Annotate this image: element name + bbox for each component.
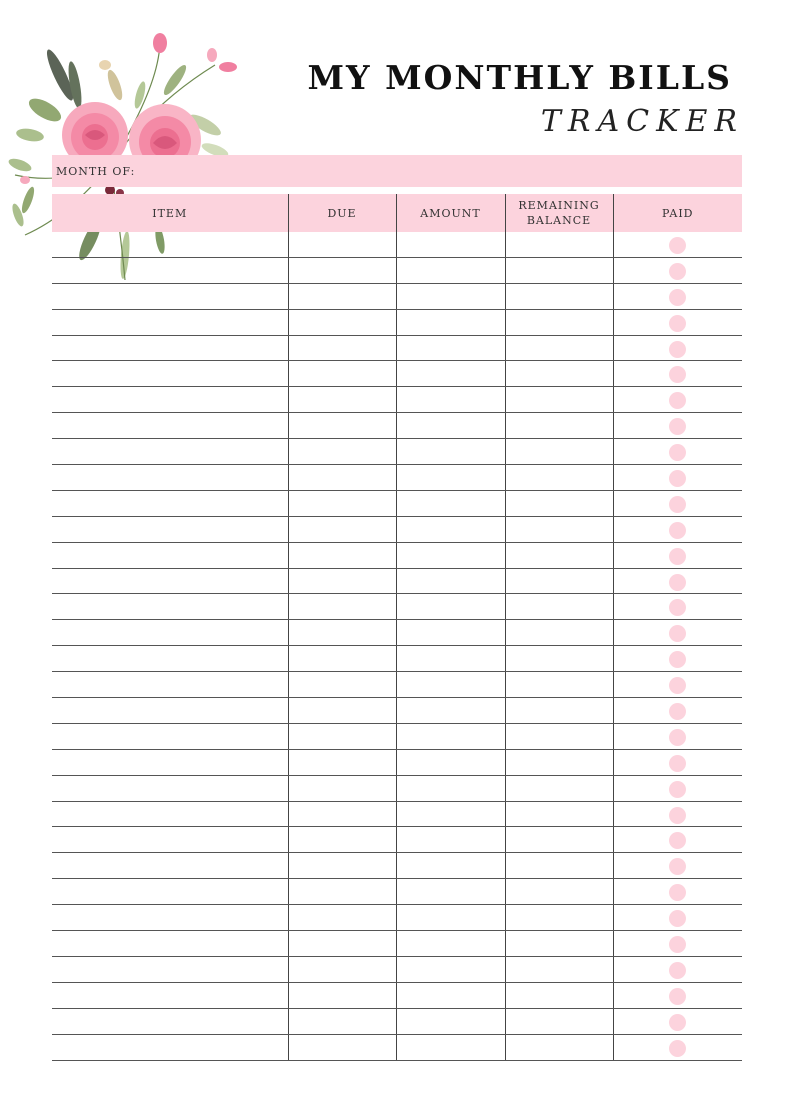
paid-checkbox[interactable] bbox=[669, 988, 686, 1005]
amount-cell[interactable] bbox=[396, 905, 505, 931]
item-cell[interactable] bbox=[52, 982, 288, 1008]
item-cell[interactable] bbox=[52, 749, 288, 775]
remaining-balance-cell[interactable] bbox=[505, 361, 613, 387]
due-cell[interactable] bbox=[288, 516, 396, 542]
item-cell[interactable] bbox=[52, 335, 288, 361]
table-row bbox=[52, 283, 742, 309]
paid-cell bbox=[613, 801, 742, 827]
remaining-balance-cell[interactable] bbox=[505, 439, 613, 465]
due-cell[interactable] bbox=[288, 931, 396, 957]
amount-cell[interactable] bbox=[396, 723, 505, 749]
table-row bbox=[52, 827, 742, 853]
table-row bbox=[52, 801, 742, 827]
item-cell[interactable] bbox=[52, 1008, 288, 1034]
table-row bbox=[52, 257, 742, 283]
paid-cell bbox=[613, 594, 742, 620]
column-header-amount: AMOUNT bbox=[396, 194, 505, 232]
item-cell[interactable] bbox=[52, 232, 288, 257]
amount-cell[interactable] bbox=[396, 490, 505, 516]
item-cell[interactable] bbox=[52, 646, 288, 672]
due-cell[interactable] bbox=[288, 698, 396, 724]
due-cell[interactable] bbox=[288, 672, 396, 698]
due-cell[interactable] bbox=[288, 749, 396, 775]
item-cell[interactable] bbox=[52, 594, 288, 620]
amount-cell[interactable] bbox=[396, 879, 505, 905]
due-cell[interactable] bbox=[288, 982, 396, 1008]
paid-checkbox[interactable] bbox=[669, 341, 686, 358]
paid-checkbox[interactable] bbox=[669, 496, 686, 513]
remaining-balance-cell[interactable] bbox=[505, 232, 613, 257]
due-cell[interactable] bbox=[288, 594, 396, 620]
table-row bbox=[52, 516, 742, 542]
item-cell[interactable] bbox=[52, 413, 288, 439]
month-of-label: MONTH OF: bbox=[56, 164, 136, 178]
due-cell[interactable] bbox=[288, 283, 396, 309]
item-cell[interactable] bbox=[52, 387, 288, 413]
remaining-balance-cell[interactable] bbox=[505, 646, 613, 672]
remaining-balance-cell[interactable] bbox=[505, 413, 613, 439]
item-cell[interactable] bbox=[52, 801, 288, 827]
item-cell[interactable] bbox=[52, 542, 288, 568]
column-header-due: DUE bbox=[288, 194, 396, 232]
amount-cell[interactable] bbox=[396, 749, 505, 775]
amount-cell[interactable] bbox=[396, 439, 505, 465]
amount-cell[interactable] bbox=[396, 646, 505, 672]
paid-cell bbox=[613, 1008, 742, 1034]
table-row bbox=[52, 905, 742, 931]
due-cell[interactable] bbox=[288, 879, 396, 905]
paid-checkbox[interactable] bbox=[669, 1014, 686, 1031]
due-cell[interactable] bbox=[288, 361, 396, 387]
due-cell[interactable] bbox=[288, 853, 396, 879]
page-subtitle: TRACKER bbox=[540, 104, 744, 139]
due-cell[interactable] bbox=[288, 257, 396, 283]
paid-cell bbox=[613, 749, 742, 775]
table-row bbox=[52, 853, 742, 879]
amount-cell[interactable] bbox=[396, 257, 505, 283]
due-cell[interactable] bbox=[288, 439, 396, 465]
paid-cell bbox=[613, 905, 742, 931]
remaining-balance-cell[interactable] bbox=[505, 257, 613, 283]
due-cell[interactable] bbox=[288, 232, 396, 257]
paid-cell bbox=[613, 620, 742, 646]
table-row bbox=[52, 413, 742, 439]
amount-cell[interactable] bbox=[396, 361, 505, 387]
due-cell[interactable] bbox=[288, 723, 396, 749]
remaining-balance-cell[interactable] bbox=[505, 801, 613, 827]
item-cell[interactable] bbox=[52, 1034, 288, 1060]
remaining-balance-cell[interactable] bbox=[505, 931, 613, 957]
table-row bbox=[52, 879, 742, 905]
table-body bbox=[52, 232, 742, 1060]
table-row bbox=[52, 542, 742, 568]
item-cell[interactable] bbox=[52, 905, 288, 931]
table-row bbox=[52, 672, 742, 698]
paid-checkbox[interactable] bbox=[669, 418, 686, 435]
paid-checkbox[interactable] bbox=[669, 1040, 686, 1057]
table-header-row bbox=[52, 194, 742, 232]
amount-cell[interactable] bbox=[396, 801, 505, 827]
paid-checkbox[interactable] bbox=[669, 522, 686, 539]
due-cell[interactable] bbox=[288, 646, 396, 672]
paid-checkbox[interactable] bbox=[669, 289, 686, 306]
item-cell[interactable] bbox=[52, 931, 288, 957]
remaining-balance-cell[interactable] bbox=[505, 465, 613, 491]
paid-cell bbox=[613, 413, 742, 439]
due-cell[interactable] bbox=[288, 413, 396, 439]
table-row bbox=[52, 956, 742, 982]
remaining-balance-cell[interactable] bbox=[505, 516, 613, 542]
amount-cell[interactable] bbox=[396, 309, 505, 335]
item-cell[interactable] bbox=[52, 465, 288, 491]
item-cell[interactable] bbox=[52, 723, 288, 749]
item-cell[interactable] bbox=[52, 827, 288, 853]
paid-cell bbox=[613, 568, 742, 594]
table-row bbox=[52, 309, 742, 335]
paid-cell bbox=[613, 931, 742, 957]
page-title: MY MONTHLY BILLS bbox=[307, 58, 732, 97]
amount-cell[interactable] bbox=[396, 594, 505, 620]
due-cell[interactable] bbox=[288, 905, 396, 931]
amount-cell[interactable] bbox=[396, 542, 505, 568]
table-row bbox=[52, 439, 742, 465]
amount-cell[interactable] bbox=[396, 827, 505, 853]
remaining-balance-cell[interactable] bbox=[505, 490, 613, 516]
amount-cell[interactable] bbox=[396, 283, 505, 309]
due-cell[interactable] bbox=[288, 801, 396, 827]
remaining-balance-cell[interactable] bbox=[505, 698, 613, 724]
table-row bbox=[52, 361, 742, 387]
table-row bbox=[52, 387, 742, 413]
item-cell[interactable] bbox=[52, 853, 288, 879]
column-header-remaining-balance: REMAINING BALANCE bbox=[505, 194, 613, 232]
remaining-balance-cell[interactable] bbox=[505, 309, 613, 335]
table-row bbox=[52, 723, 742, 749]
item-cell[interactable] bbox=[52, 879, 288, 905]
item-cell[interactable] bbox=[52, 361, 288, 387]
amount-cell[interactable] bbox=[396, 413, 505, 439]
paid-cell bbox=[613, 309, 742, 335]
paid-checkbox[interactable] bbox=[669, 237, 686, 254]
remaining-balance-cell[interactable] bbox=[505, 775, 613, 801]
paid-cell bbox=[613, 982, 742, 1008]
table-row bbox=[52, 775, 742, 801]
remaining-balance-cell[interactable] bbox=[505, 283, 613, 309]
amount-cell[interactable] bbox=[396, 698, 505, 724]
table-row bbox=[52, 982, 742, 1008]
paid-cell bbox=[613, 361, 742, 387]
paid-cell bbox=[613, 232, 742, 257]
remaining-balance-cell[interactable] bbox=[505, 672, 613, 698]
bills-table-container bbox=[52, 194, 742, 1061]
paid-cell bbox=[613, 490, 742, 516]
paid-cell bbox=[613, 439, 742, 465]
amount-cell[interactable] bbox=[396, 853, 505, 879]
remaining-balance-cell[interactable] bbox=[505, 594, 613, 620]
remaining-balance-cell[interactable] bbox=[505, 982, 613, 1008]
item-cell[interactable] bbox=[52, 439, 288, 465]
paid-cell bbox=[613, 879, 742, 905]
paid-cell bbox=[613, 516, 742, 542]
remaining-balance-cell[interactable] bbox=[505, 853, 613, 879]
item-cell[interactable] bbox=[52, 698, 288, 724]
remaining-balance-cell[interactable] bbox=[505, 827, 613, 853]
table-row bbox=[52, 594, 742, 620]
paid-cell bbox=[613, 853, 742, 879]
amount-cell[interactable] bbox=[396, 568, 505, 594]
item-cell[interactable] bbox=[52, 516, 288, 542]
paid-checkbox[interactable] bbox=[669, 599, 686, 616]
paid-cell bbox=[613, 1034, 742, 1060]
due-cell[interactable] bbox=[288, 1008, 396, 1034]
due-cell[interactable] bbox=[288, 775, 396, 801]
paid-checkbox[interactable] bbox=[669, 444, 686, 461]
remaining-balance-cell[interactable] bbox=[505, 723, 613, 749]
item-cell[interactable] bbox=[52, 257, 288, 283]
table-row bbox=[52, 465, 742, 491]
paid-checkbox[interactable] bbox=[669, 470, 686, 487]
paid-checkbox[interactable] bbox=[669, 315, 686, 332]
table-row bbox=[52, 335, 742, 361]
amount-cell[interactable] bbox=[396, 516, 505, 542]
paid-cell bbox=[613, 542, 742, 568]
item-cell[interactable] bbox=[52, 620, 288, 646]
amount-cell[interactable] bbox=[396, 1034, 505, 1060]
table-row bbox=[52, 1008, 742, 1034]
item-cell[interactable] bbox=[52, 568, 288, 594]
paid-checkbox[interactable] bbox=[669, 366, 686, 383]
due-cell[interactable] bbox=[288, 956, 396, 982]
due-cell[interactable] bbox=[288, 465, 396, 491]
paid-checkbox[interactable] bbox=[669, 574, 686, 591]
remaining-balance-cell[interactable] bbox=[505, 956, 613, 982]
remaining-balance-cell[interactable] bbox=[505, 1008, 613, 1034]
remaining-balance-cell[interactable] bbox=[505, 749, 613, 775]
paid-checkbox[interactable] bbox=[669, 548, 686, 565]
table-row bbox=[52, 232, 742, 257]
remaining-balance-cell[interactable] bbox=[505, 620, 613, 646]
item-cell[interactable] bbox=[52, 775, 288, 801]
item-cell[interactable] bbox=[52, 309, 288, 335]
due-cell[interactable] bbox=[288, 490, 396, 516]
paid-cell bbox=[613, 698, 742, 724]
paid-cell bbox=[613, 335, 742, 361]
paid-checkbox[interactable] bbox=[669, 263, 686, 280]
amount-cell[interactable] bbox=[396, 775, 505, 801]
paid-cell bbox=[613, 257, 742, 283]
amount-cell[interactable] bbox=[396, 387, 505, 413]
paid-cell bbox=[613, 775, 742, 801]
table-row bbox=[52, 931, 742, 957]
item-cell[interactable] bbox=[52, 672, 288, 698]
table-row bbox=[52, 620, 742, 646]
remaining-balance-cell[interactable] bbox=[505, 879, 613, 905]
paid-checkbox[interactable] bbox=[669, 884, 686, 901]
paid-cell bbox=[613, 283, 742, 309]
remaining-balance-cell[interactable] bbox=[505, 1034, 613, 1060]
paid-checkbox[interactable] bbox=[669, 729, 686, 746]
due-cell[interactable] bbox=[288, 387, 396, 413]
item-cell[interactable] bbox=[52, 283, 288, 309]
remaining-balance-cell[interactable] bbox=[505, 905, 613, 931]
due-cell[interactable] bbox=[288, 568, 396, 594]
remaining-balance-cell[interactable] bbox=[505, 335, 613, 361]
table-row bbox=[52, 568, 742, 594]
paid-checkbox[interactable] bbox=[669, 392, 686, 409]
table-row bbox=[52, 749, 742, 775]
paid-cell bbox=[613, 956, 742, 982]
paid-cell bbox=[613, 387, 742, 413]
due-cell[interactable] bbox=[288, 1034, 396, 1060]
due-cell[interactable] bbox=[288, 827, 396, 853]
bills-table bbox=[52, 194, 742, 1061]
paid-checkbox[interactable] bbox=[669, 832, 686, 849]
remaining-balance-cell[interactable] bbox=[505, 568, 613, 594]
paid-checkbox[interactable] bbox=[669, 962, 686, 979]
remaining-balance-cell[interactable] bbox=[505, 542, 613, 568]
table-row bbox=[52, 1034, 742, 1060]
due-cell[interactable] bbox=[288, 335, 396, 361]
amount-cell[interactable] bbox=[396, 620, 505, 646]
paid-checkbox[interactable] bbox=[669, 755, 686, 772]
amount-cell[interactable] bbox=[396, 672, 505, 698]
paid-checkbox[interactable] bbox=[669, 807, 686, 824]
paid-cell bbox=[613, 646, 742, 672]
due-cell[interactable] bbox=[288, 620, 396, 646]
paid-checkbox[interactable] bbox=[669, 910, 686, 927]
month-of-field[interactable] bbox=[52, 155, 742, 187]
table-row bbox=[52, 698, 742, 724]
due-cell[interactable] bbox=[288, 309, 396, 335]
paid-cell bbox=[613, 827, 742, 853]
table-row bbox=[52, 646, 742, 672]
column-header-item: ITEM bbox=[52, 194, 288, 232]
paid-cell bbox=[613, 672, 742, 698]
paid-cell bbox=[613, 465, 742, 491]
amount-cell[interactable] bbox=[396, 335, 505, 361]
paid-checkbox[interactable] bbox=[669, 703, 686, 720]
column-header-paid: PAID bbox=[613, 194, 742, 232]
paid-cell bbox=[613, 723, 742, 749]
item-cell[interactable] bbox=[52, 956, 288, 982]
paid-checkbox[interactable] bbox=[669, 858, 686, 875]
table-row bbox=[52, 490, 742, 516]
amount-cell[interactable] bbox=[396, 232, 505, 257]
amount-cell[interactable] bbox=[396, 931, 505, 957]
paid-checkbox[interactable] bbox=[669, 936, 686, 953]
item-cell[interactable] bbox=[52, 490, 288, 516]
due-cell[interactable] bbox=[288, 542, 396, 568]
paid-checkbox[interactable] bbox=[669, 677, 686, 694]
paid-checkbox[interactable] bbox=[669, 781, 686, 798]
remaining-balance-cell[interactable] bbox=[505, 387, 613, 413]
amount-cell[interactable] bbox=[396, 956, 505, 982]
amount-cell[interactable] bbox=[396, 982, 505, 1008]
amount-cell[interactable] bbox=[396, 1008, 505, 1034]
paid-checkbox[interactable] bbox=[669, 651, 686, 668]
amount-cell[interactable] bbox=[396, 465, 505, 491]
paid-checkbox[interactable] bbox=[669, 625, 686, 642]
